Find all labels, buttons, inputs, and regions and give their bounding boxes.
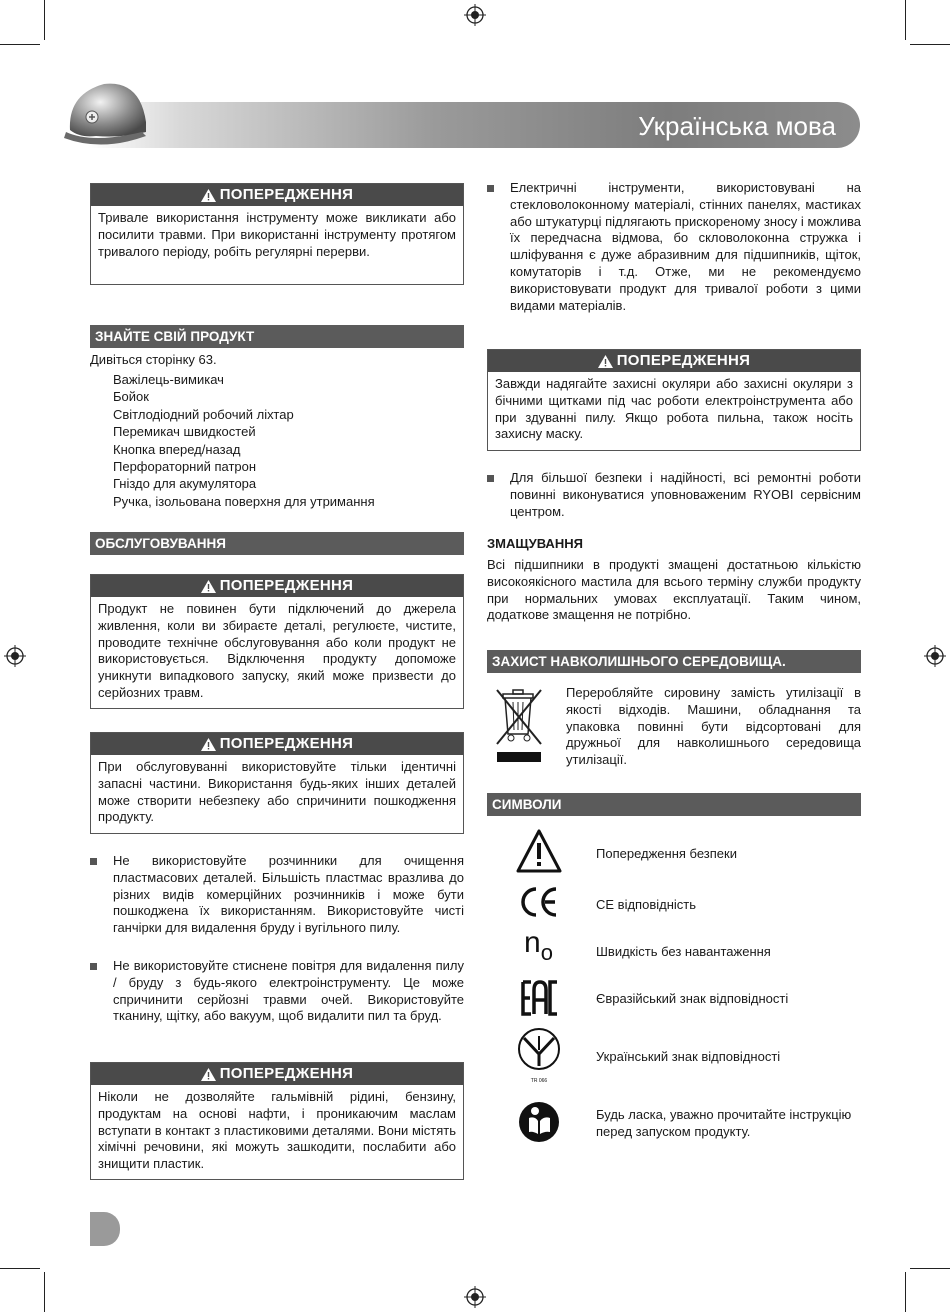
registration-mark-icon bbox=[464, 4, 486, 26]
warning-text: Продукт не повинен бути підключений до джерела живлення, коли ви збираєте деталі, регулюєте, чистите, проводите технічне обслуговування або коли продукт не використовується. Відключення продукту допоможе уникнути випадкового запуску, який може призвести до серйозних травм. bbox=[98, 601, 456, 700]
warning-title: ПОПЕРЕДЖЕННЯ bbox=[219, 735, 354, 752]
warning-header bbox=[91, 1063, 463, 1085]
warning-title: ПОПЕРЕДЖЕННЯ bbox=[219, 186, 354, 203]
crop-mark bbox=[905, 1272, 906, 1312]
safety-alert-icon bbox=[515, 828, 563, 874]
warning-triangle-icon bbox=[201, 1068, 216, 1081]
ce-mark-icon bbox=[518, 885, 560, 919]
warning-text: Завжди надягайте захисні окуляри або захисні окуляри з бічними щитками під час роботи електроінструмента або при здуванні пилу. Якщо робота пильна, також носіть захисну маску. bbox=[495, 376, 853, 442]
registration-mark-icon bbox=[4, 645, 26, 667]
see-page-note: Дивіться сторінку 63. bbox=[90, 352, 217, 367]
list-item: Перемикач швидкостей bbox=[113, 424, 256, 440]
section-heading-environment: ЗАХИСТ НАВКОЛИШНЬОГО СЕРЕДОВИЩА. bbox=[487, 650, 861, 673]
crop-mark bbox=[44, 1272, 45, 1312]
list-item: Кнопка вперед/назад bbox=[113, 441, 241, 457]
warning-title: ПОПЕРЕДЖЕННЯ bbox=[616, 352, 751, 369]
environment-text: Переробляйте сировину замість утилізації в якості відходів. Машини, обладнання та упаковка повинні бути відсортовані для дружньої для навколишнього середовища утилізації. bbox=[566, 685, 861, 768]
section-heading-symbols: СИМВОЛИ bbox=[487, 793, 861, 816]
bullet-square-icon bbox=[487, 475, 494, 482]
bullet-square-icon bbox=[90, 858, 97, 865]
bullet-square-icon bbox=[487, 185, 494, 192]
warning-header bbox=[488, 350, 860, 372]
warning-box bbox=[487, 349, 861, 451]
warning-triangle-icon bbox=[201, 738, 216, 751]
symbol-label: Швидкість без навантаження bbox=[596, 944, 771, 959]
ua-mark-caption: TR 066 bbox=[530, 1078, 548, 1084]
crop-mark bbox=[0, 1268, 40, 1269]
read-manual-icon bbox=[518, 1101, 560, 1143]
warning-text: Тривале використання інструменту може викликати або посилити травми. При використанні інструменту протягом тривалого періоду, робіть регулярні перерви. bbox=[98, 210, 456, 259]
symbol-label: Попередження безпеки bbox=[596, 846, 737, 861]
list-item: Світлодіодний робочий ліхтар bbox=[113, 406, 294, 422]
warning-triangle-icon bbox=[598, 355, 613, 368]
warning-title: ПОПЕРЕДЖЕННЯ bbox=[219, 577, 354, 594]
crop-mark bbox=[910, 1268, 950, 1269]
symbol-label: Євразійський знак відповідності bbox=[596, 991, 789, 1006]
list-item: Електричні інструменти, використовувані на стекловолоконному матеріалі, стінних панелях, мастиках або штукатурці підлягають прискореному зносу і можлива їх передчасна відмова, бо скловолоконна стружка і шліфування є дуже абразивним для підшипників, щіток, комутаторів і т.д. Отже, ми не рекомендуємо використовувати продукт для тривалої роботи з цими видами матеріалів. bbox=[487, 180, 861, 314]
list-item: Бойок bbox=[113, 389, 149, 405]
lubrication-text: Всі підшипники в продукті змащені достатньою кількістю високоякісного мастила для всього терміну служби продукту при нормальних умовах експлуатації. Таким чином, додаткове змащення не потрібно. bbox=[487, 557, 861, 623]
registration-mark-icon bbox=[464, 1286, 486, 1308]
header-banner bbox=[88, 102, 860, 148]
warning-box bbox=[90, 732, 464, 834]
ukraine-conformity-icon bbox=[516, 1026, 562, 1084]
warning-text: При обслуговуванні використовуйте тільки ідентичні запасні частини. Використання будь-яких інших деталей може створити небезпеку або спричинити пошкодження продукту. bbox=[98, 759, 456, 825]
warning-box bbox=[90, 183, 464, 285]
section-heading-service: ОБСЛУГОВУВАННЯ bbox=[90, 532, 464, 555]
warning-header bbox=[91, 575, 463, 597]
warning-header bbox=[91, 184, 463, 206]
crop-mark bbox=[44, 0, 45, 40]
symbol-label: CE відповідність bbox=[596, 897, 696, 912]
crop-mark bbox=[910, 44, 950, 45]
warning-triangle-icon bbox=[201, 189, 216, 202]
product-parts-list bbox=[113, 371, 463, 510]
helmet-icon bbox=[62, 72, 152, 152]
warning-text: Ніколи не дозволяйте гальмівній рідині, бензину, продуктам на основі нафти, і проникаючим маслам вступати в контакт з пластиковими деталями. Вони містять хімічні речовини, які можуть зашкодити, послабити або знищити пластик. bbox=[98, 1089, 456, 1172]
page-title: Українська мова bbox=[638, 111, 836, 141]
warning-header bbox=[91, 733, 463, 755]
list-item: Ручка, ізольована поверхня для утримання bbox=[113, 493, 375, 509]
list-item: Перфораторний патрон bbox=[113, 459, 257, 475]
list-item: Для більшої безпеки і надійності, всі ремонтні роботи повинні виконуватися уповноваженим RYOBI сервісним центром. bbox=[487, 470, 861, 520]
list-item: Не використовуйте розчинники для очищення пластмасових деталей. Більшість пластмас вразлива до різних видів комерційних розчинників і може бути пошкоджена їх використанням. Використовуйте чисті ганчірки для видалення бруду і вугільного пилу. bbox=[90, 853, 464, 937]
symbol-label: Будь ласка, уважно прочитайте інструкцію перед запуском продукту. bbox=[596, 1107, 852, 1139]
weee-bin-icon bbox=[493, 686, 545, 764]
list-item: Не використовуйте стиснене повітря для видалення пилу / бруду з будь-якого електроінструменту. Це може спричинити серйозні травми очей. Використовуйте тканину, щітку, або вакуум, щоб видалити пил та бруд. bbox=[90, 958, 464, 1025]
warning-box bbox=[90, 1062, 464, 1180]
warning-triangle-icon bbox=[201, 580, 216, 593]
no-load-speed-icon: $n_o$ bbox=[524, 926, 553, 965]
warning-title: ПОПЕРЕДЖЕННЯ bbox=[219, 1065, 354, 1082]
eac-mark-icon bbox=[521, 980, 559, 1016]
section-heading-know-product: ЗНАЙТЕ СВІЙ ПРОДУКТ bbox=[90, 325, 464, 348]
registration-mark-icon bbox=[924, 645, 946, 667]
section-heading-lubrication: ЗМАЩУВАННЯ bbox=[487, 536, 583, 551]
crop-mark bbox=[905, 0, 906, 40]
list-item: Гніздо для акумулятора bbox=[113, 476, 257, 492]
bullet-square-icon bbox=[90, 963, 97, 970]
page-number-tab bbox=[90, 1212, 120, 1246]
symbol-label: Український знак відповідності bbox=[596, 1049, 781, 1064]
crop-mark bbox=[0, 44, 40, 45]
list-item: Важілець-вимикач bbox=[113, 372, 224, 387]
warning-box bbox=[90, 574, 464, 709]
